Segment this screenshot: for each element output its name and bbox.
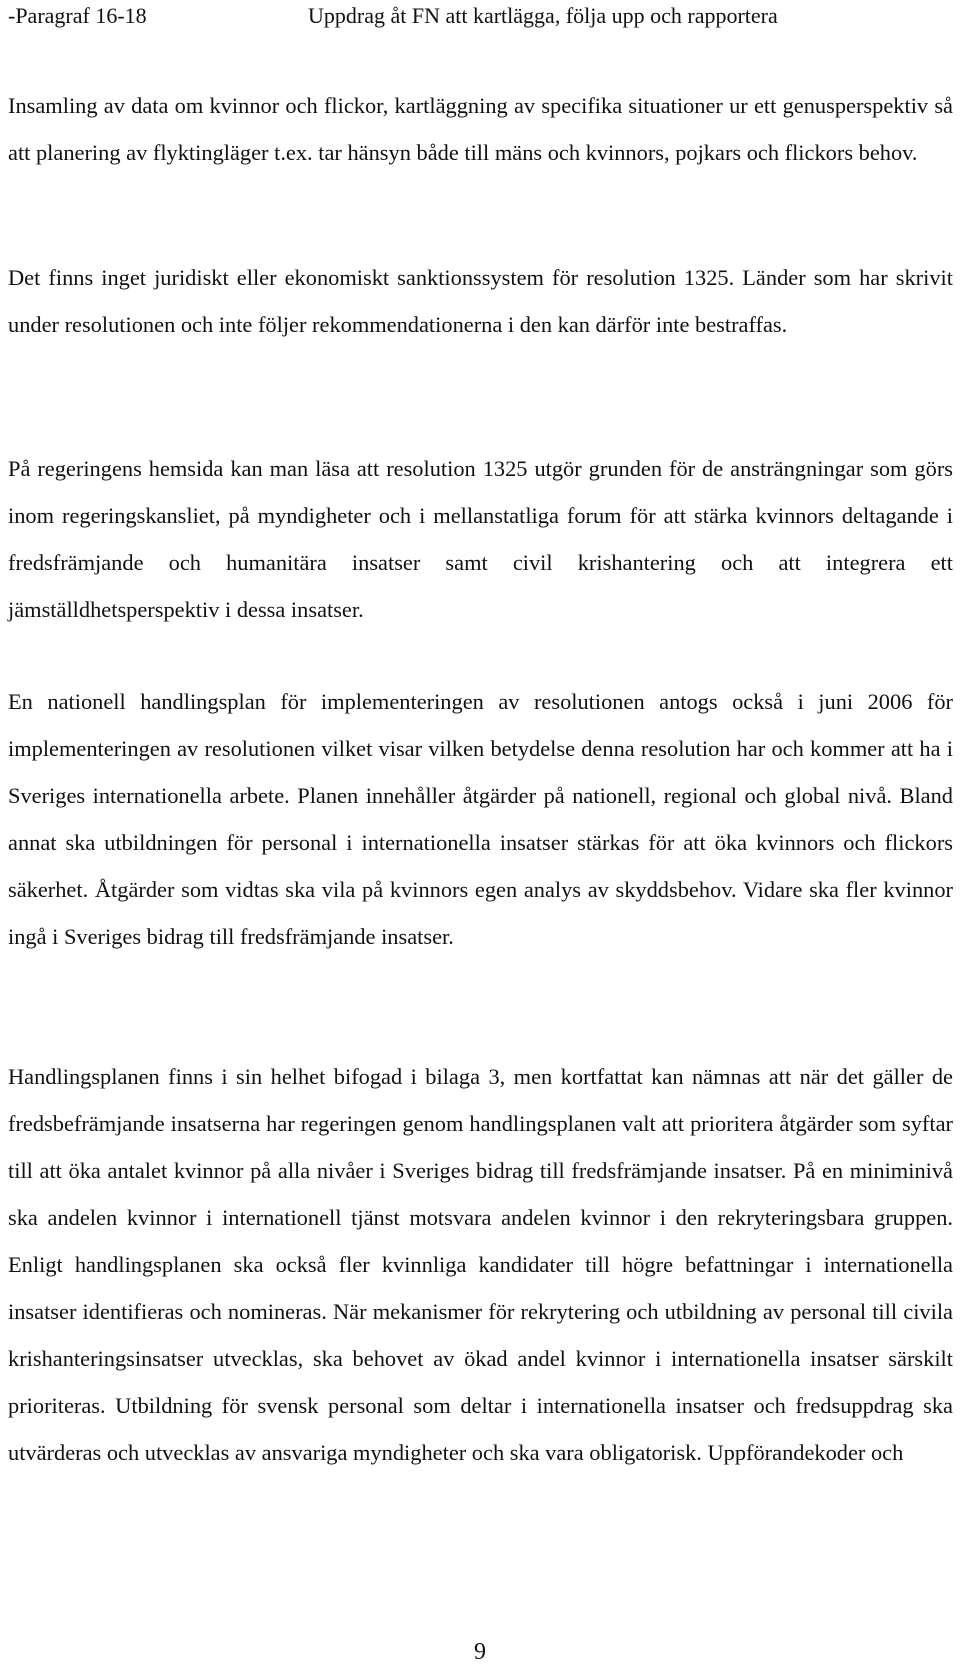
paragraph-sanctions: Det finns inget juridiskt eller ekonomiskt sanktionssystem för resolution 1325. Länder som har skrivit under resolutionen och inte följer rekommendationerna i den kan därför inte bestraffas. <box>8 265 953 337</box>
paragraph-action-plan-details: Handlingsplanen finns i sin helhet bifogad i bilaga 3, men kortfattat kan nämnas att när det gäller de fredsbefrämjande insatserna har regeringen genom handlingsplanen valt att prioritera åtgärder som syftar till att öka antalet kvinnor på alla nivåer i Sveriges bidrag till fredsfrämjande insatser. På en miniminivå ska andelen kvinnor i internationell tjänst motsvara andelen kvinnor i den rekryteringsbara gruppen. Enligt handlingsplanen ska också fler kvinnliga kandidater till högre befattningar i internationella insatser identifieras och nomineras. När mekanismer för rekrytering och utbildning av personal till civila krishanteringsinsatser utvecklas, ska behovet av ökad andel kvinnor i internationella insatser särskilt prioriteras. Utbildning för svensk personal som deltar i internationella insatser och fredsuppdrag ska utvärderas och utvecklas av ansvariga myndigheter och ska vara obligatorisk. Uppförandekoder och <box>8 1064 953 1465</box>
paragraph-action-plan: En nationell handlingsplan för implementeringen av resolutionen antogs också i juni 2006 för implementeringen av resolutionen vilket visar vilken betydelse denna resolution har och kommer att ha i Sveriges internationella arbete. Planen innehåller åtgärder på nationell, regional och global nivå. Bland annat ska utbildningen för personal i internationella insatser stärkas för att öka kvinnors och flickors säkerhet. Åtgärder som vidtas ska vila på kvinnors egen analys av skyddsbehov. Vidare ska fler kvinnor ingå i Sveriges bidrag till fredsfrämjande insatser. <box>8 689 953 949</box>
page-header <box>8 0 953 36</box>
paragraph-gap <box>8 1007 953 1053</box>
paragraph-data-collection: Insamling av data om kvinnor och flickor, kartläggning av specifika situationer ur ett genusperspektiv så att planering av flyktingläger t.ex. tar hänsyn både till mäns och kvinnors, pojkars och flickors behov. <box>8 93 953 165</box>
header-section-title: Uppdrag åt FN att kartlägga, följa upp och rapportera <box>308 3 778 28</box>
page-number: 9 <box>474 1639 486 1665</box>
paragraph-gap <box>8 223 953 254</box>
paragraph-government-website: På regeringens hemsida kan man läsa att resolution 1325 utgör grunden för de ansträngningar som görs inom regeringskansliet, på myndigheter och i mellanstatliga forum för att stärka kvinnors deltagande i fredsfrämjande och humanitära insatser samt civil krishantering och att integrera ett jämställdhetsperspektiv i dessa insatser. <box>8 456 953 622</box>
document-body <box>8 82 953 1523</box>
paragraph-gap <box>8 395 953 445</box>
paragraph-gap <box>8 633 953 678</box>
header-section-label: -Paragraf 16-18 <box>8 3 147 28</box>
